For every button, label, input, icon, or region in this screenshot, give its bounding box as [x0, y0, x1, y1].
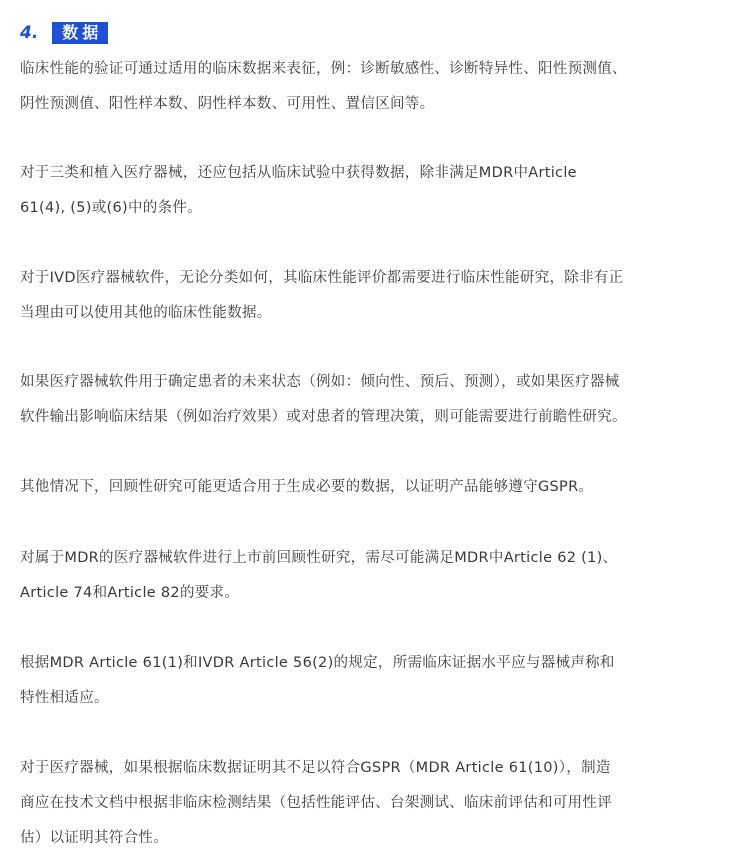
- section-number: 4.: [20, 23, 39, 43]
- paragraph-class-iii-devices: [20, 156, 720, 226]
- paragraph-prospective-study: [20, 365, 720, 435]
- section-title: 数据: [52, 22, 108, 44]
- paragraph-line: 对于三类和植入医疗器械，还应包括从临床试验中获得数据，除非满足MDR中Article: [20, 165, 577, 181]
- paragraph-line: 61(4), (5)或(6)中的条件。: [20, 200, 202, 216]
- paragraph-line: 阴性预测值、阳性样本数、阴性样本数、可用性、置信区间等。: [20, 96, 435, 112]
- paragraph-clinical-performance: [20, 52, 720, 122]
- section-heading: [20, 22, 108, 44]
- paragraph-line: 如果医疗器械软件用于确定患者的未来状态（例如：倾向性、预后、预测），或如果医疗器械: [20, 374, 620, 390]
- paragraph-line: 对于医疗器械，如果根据临床数据证明其不足以符合GSPR（MDR Article 61(10)），制造: [20, 760, 611, 776]
- paragraph-line: 对于IVD医疗器械软件，无论分类如何，其临床性能评价都需要进行临床性能研究，除非有正: [20, 270, 624, 286]
- paragraph-non-clinical-evidence: [20, 751, 720, 856]
- paragraph-line: 软件输出影响临床结果（例如治疗效果）或对患者的管理决策，则可能需要进行前瞻性研究。: [20, 409, 627, 425]
- paragraph-retrospective-study: [20, 470, 720, 505]
- paragraph-line: 临床性能的验证可通过适用的临床数据来表征，例：诊断敏感性、诊断特异性、阳性预测值、: [20, 61, 627, 77]
- paragraph-ivd-software: [20, 261, 720, 331]
- paragraph-line: 特性相适应。: [20, 690, 109, 706]
- paragraph-line: Article 74和Article 82的要求。: [20, 585, 240, 601]
- paragraph-line: 根据MDR Article 61(1)和IVDR Article 56(2)的规定，所需临床证据水平应与器械声称和: [20, 655, 615, 671]
- paragraph-mdr-retrospective: [20, 541, 720, 611]
- paragraph-evidence-level: [20, 646, 720, 716]
- paragraph-line: 当理由可以使用其他的临床性能数据。: [20, 305, 272, 321]
- paragraph-line: 商应在技术文档中根据非临床检测结果（包括性能评估、台架测试、临床前评估和可用性评: [20, 795, 612, 811]
- paragraph-line: 估）以证明其符合性。: [20, 830, 168, 846]
- paragraph-line: 对属于MDR的医疗器械软件进行上市前回顾性研究，需尽可能满足MDR中Article 62 (1)、: [20, 550, 618, 566]
- paragraph-line: 其他情况下，回顾性研究可能更适合用于生成必要的数据，以证明产品能够遵守GSPR。: [20, 479, 594, 495]
